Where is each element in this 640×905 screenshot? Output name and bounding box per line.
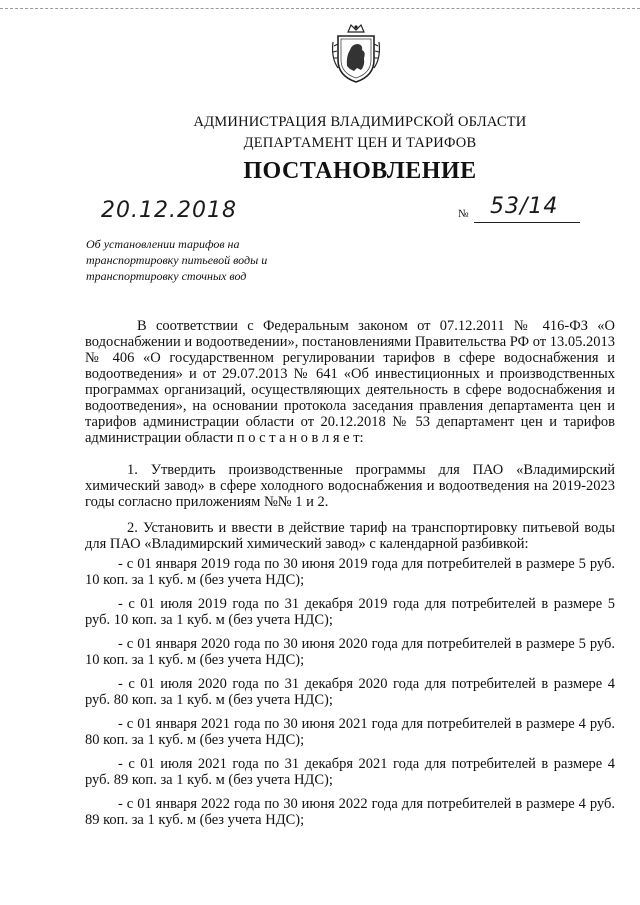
intro-paragraph: В соответствии с Федеральным законом от 07.12.2011 № 416-ФЗ «О водоснабжении и водоотведении», постановлениями Правительства РФ от 13.05.2013 № 406 «О государственном регулировании тарифов в сфере водоснабжения и водоотведения» и от 29.07.2013 № 641 «Об инвестиционных и производственных программах организаций, осуществляющих деятельность в сфере водоснабжения и водоотведения», на основании протокола заседания правления департамента цен и тарифов администрации области от 20.12.2018 № 53 департамент цен и тарифов администрации области п о с т а н о в л я е т:	[85, 318, 615, 446]
tariff-item: - с 01 июля 2021 года по 31 декабря 2021 года для потребителей в размере 4 руб. 89 коп. за 1 куб. м (без учета НДС);	[85, 756, 615, 788]
tariff-item: - с 01 июля 2019 года по 31 декабря 2019 года для потребителей в размере 5 руб. 10 коп. за 1 куб. м (без учета НДС);	[85, 596, 615, 628]
number-underline	[474, 222, 580, 223]
handwritten-number: 53/14	[490, 194, 559, 219]
tariff-item: - с 01 января 2020 года по 30 июня 2020 года для потребителей в размере 5 руб. 10 коп. за 1 куб. м (без учета НДС);	[85, 636, 615, 668]
coat-of-arms-emblem	[330, 22, 382, 86]
point-1-paragraph: 1. Утвердить производственные программы для ПАО «Владимирский химический завод» в сфере холодного водоснабжения и водоотведения на 2019-2023 годы согласно приложениям №№ 1 и 2.	[85, 462, 615, 510]
document-title: ПОСТАНОВЛЕНИЕ	[243, 158, 477, 184]
scan-edge-line	[0, 8, 640, 9]
tariff-item: - с 01 января 2022 года по 30 июня 2022 года для потребителей в размере 4 руб. 89 коп. за 1 куб. м (без учета НДС);	[85, 796, 615, 828]
tariff-item: - с 01 января 2019 года по 30 июня 2019 года для потребителей в размере 5 руб. 10 коп. за 1 куб. м (без учета НДС);	[85, 556, 615, 588]
point-2-paragraph: 2. Установить и ввести в действие тариф на транспортировку питьевой воды для ПАО «Владимирский химический завод» с календарной разбивкой:	[85, 520, 615, 552]
point-2-section	[85, 520, 615, 828]
handwritten-date: 20.12.2018	[101, 198, 237, 223]
tariff-item: - с 01 января 2021 года по 30 июня 2021 года для потребителей в размере 4 руб. 80 коп. за 1 куб. м (без учета НДС);	[85, 716, 615, 748]
administration-name: АДМИНИСТРАЦИЯ ВЛАДИМИРСКОЙ ОБЛАСТИ	[193, 114, 527, 130]
tariff-item: - с 01 июля 2020 года по 31 декабря 2020 года для потребителей в размере 4 руб. 80 коп. за 1 куб. м (без учета НДС);	[85, 676, 615, 708]
number-label: №	[458, 208, 469, 220]
document-subject: Об установлении тарифов на транспортировку питьевой воды и транспортировку сточных вод	[86, 237, 268, 283]
department-name: ДЕПАРТАМЕНТ ЦЕН И ТАРИФОВ	[243, 135, 477, 151]
